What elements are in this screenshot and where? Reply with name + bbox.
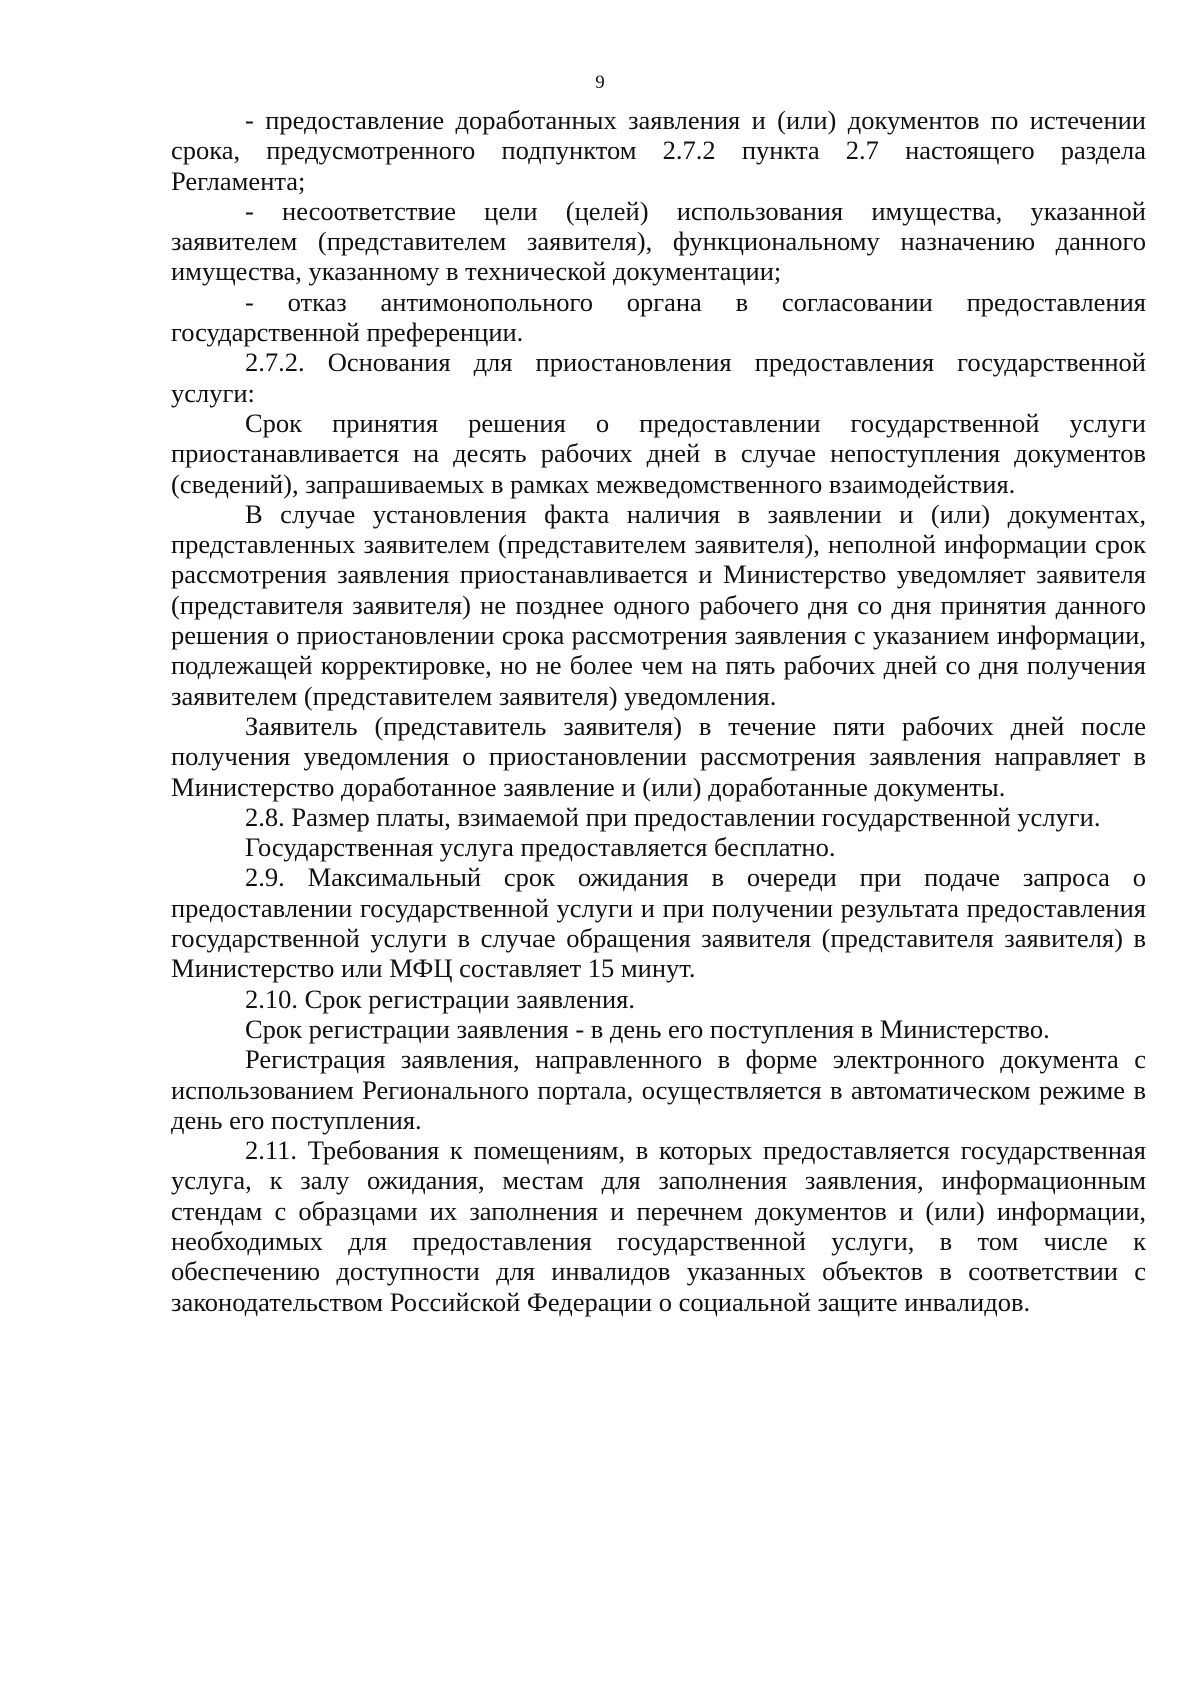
paragraph: Государственная услуга предоставляется бесплатно. (245, 832, 836, 863)
section-heading: 2.10. Срок регистрации заявления. (245, 983, 635, 1014)
document-body (171, 105, 1146, 1317)
paragraph: - несоответствие цели (целей) использования имущества, указанной заявителем (представителем заявителя), функциональному назначению данного имущества, указанному в технической документации; (171, 195, 1146, 287)
section-heading: 2.7.2. Основания для приостановления предоставления государственной услуги: (171, 347, 1146, 408)
paragraph: В случае установления факта наличия в заявлении и (или) документах, представленных заявителем (представителем заявителя), неполной информации срок рассмотрения заявления приостанавливается и Министерство уведомляет заявителя (представителя заявителя) не позднее одного рабочего дня со дня принятия данного решения о приостановлении срока рассмотрения заявления с указанием информации, подлежащей корректировке, но не более чем на пять рабочих дней со дня получения заявителем (представителем заявителя) уведомления. (171, 498, 1146, 711)
section-heading: 2.8. Размер платы, взимаемой при предоставлении государственной услуги. (245, 801, 1101, 832)
paragraph: - предоставление доработанных заявления и (или) документов по истечении срока, предусмотренного подпунктом 2.7.2 пункта 2.7 настоящего раздела Регламента; (171, 105, 1146, 196)
section-heading: 2.11. Требования к помещениям, в которых предоставляется государственная услуга, к залу ожидания, местам для заполнения заявления, информационным стендам с образцами их заполнения и перечнем документов и (или) информации, необходимых для предоставления государственной услуги, в том числе к обеспечению доступности для инвалидов указанных объектов в соответствии с законодательством Российской Федерации о социальной защите инвалидов. (171, 1135, 1146, 1317)
paragraph: - отказ антимонопольного органа в согласовании предоставления государственной преференции. (171, 286, 1146, 348)
paragraph: Срок регистрации заявления - в день его поступления в Министерство. (245, 1013, 1050, 1044)
paragraph: Регистрация заявления, направленного в форме электронного документа с использованием Регионального портала, осуществляется в автоматическом режиме в день его поступления. (171, 1044, 1146, 1135)
page-number: 9 (595, 72, 605, 93)
section-heading: 2.9. Максимальный срок ожидания в очереди при подаче запроса о предоставлении государственной услуги и при получении результата предоставления государственной услуги в случае обращения заявителя (представителя заявителя) в Министерство или МФЦ составляет 15 минут. (171, 862, 1146, 984)
paragraph: Срок принятия решения о предоставлении государственной услуги приостанавливается на десять рабочих дней в случае непоступления документов (сведений), запрашиваемых в рамках межведомственного взаимодействия. (171, 407, 1146, 499)
paragraph: Заявитель (представитель заявителя) в течение пяти рабочих дней после получения уведомления о приостановлении рассмотрения заявления направляет в Министерство доработанное заявление и (или) доработанные документы. (171, 710, 1146, 802)
